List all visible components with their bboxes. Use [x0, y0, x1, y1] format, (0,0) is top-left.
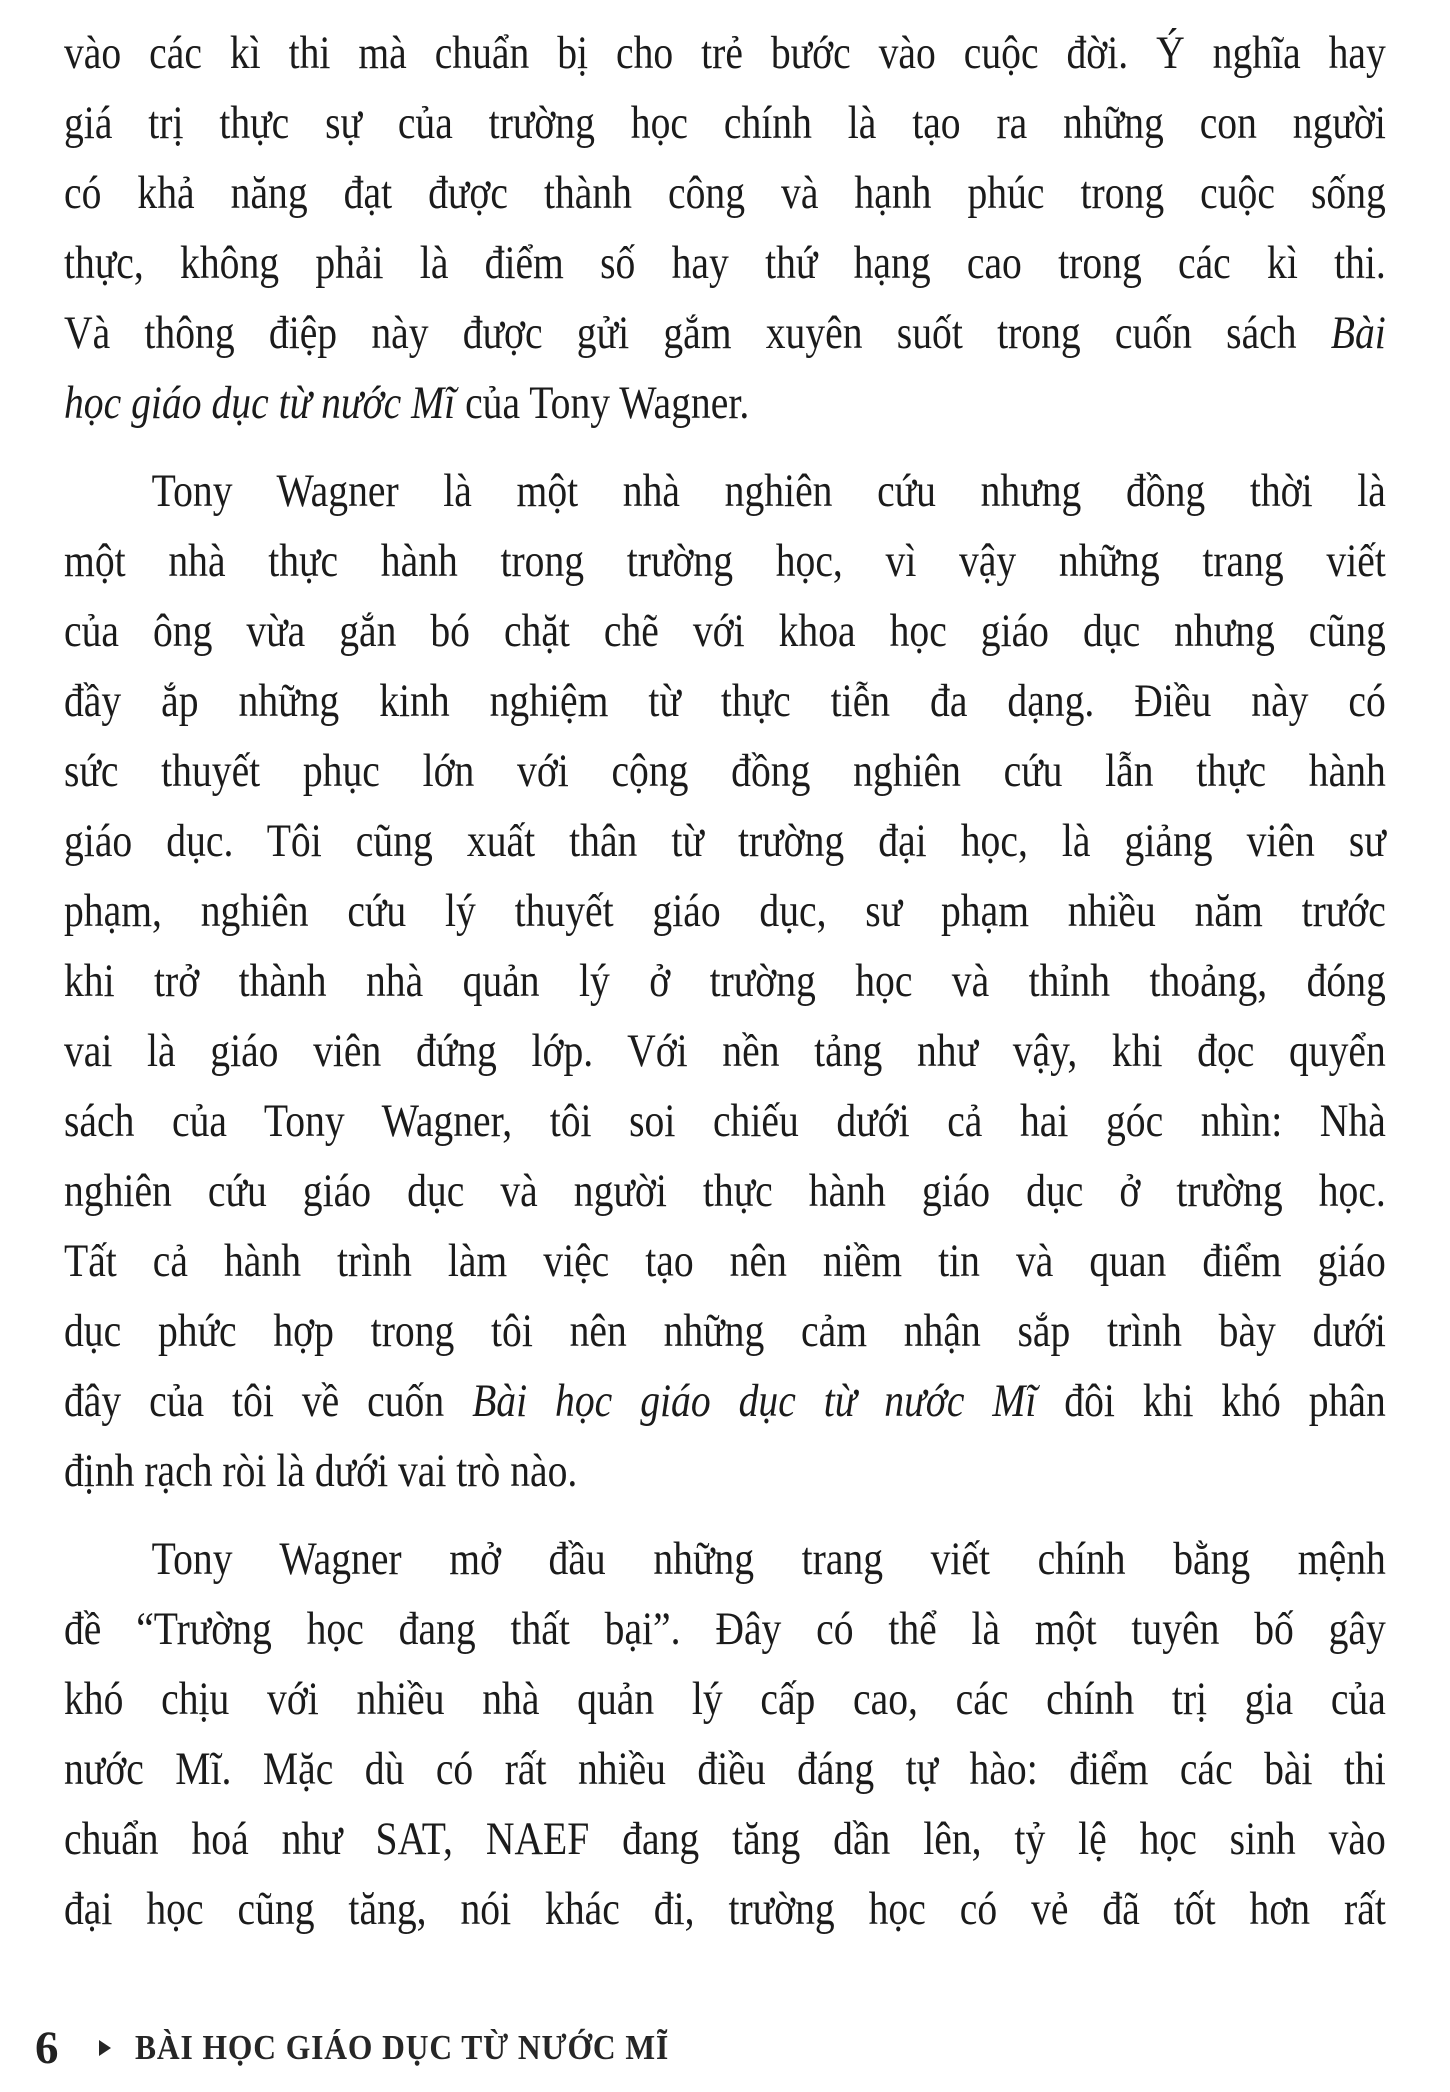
running-title: BÀI HỌC GIÁO DỤC TỪ NƯỚC MĨ	[134, 2028, 669, 2067]
text-segment: Tony Wagner mở đầu những trang viết chính bằng mệnh	[151, 1533, 1386, 1585]
text-line	[64, 368, 1386, 438]
text-segment: của Tony Wagner.	[455, 377, 750, 429]
paragraph	[64, 456, 1386, 1506]
triangle-right-icon	[99, 2040, 111, 2056]
text-segment: giá trị thực sự của trường học chính là tạo ra những con người	[64, 97, 1386, 149]
text-line	[64, 1804, 1386, 1874]
text-segment: đề “Trường học đang thất bại”. Đây có thể là một tuyên bố gây	[64, 1603, 1386, 1655]
text-line	[64, 736, 1386, 806]
text-segment: chuẩn hoá như SAT, NAEF đang tăng dần lên, tỷ lệ học sinh vào	[64, 1813, 1386, 1865]
text-line	[64, 1524, 1386, 1594]
text-line	[64, 1664, 1386, 1734]
text-line	[64, 158, 1386, 228]
text-line	[64, 18, 1386, 88]
text-segment: đại học cũng tăng, nói khác đi, trường học có vẻ đã tốt hơn rất	[64, 1883, 1386, 1935]
text-line	[64, 806, 1386, 876]
text-line	[64, 1156, 1386, 1226]
text-line	[64, 228, 1386, 298]
text-segment: định rạch ròi là dưới vai trò nào.	[64, 1445, 578, 1497]
text-segment: phạm, nghiên cứu lý thuyết giáo dục, sư phạm nhiều năm trước	[64, 885, 1386, 937]
italic-text-segment: Bài học giáo dục từ nước Mĩ	[472, 1375, 1037, 1427]
italic-text-segment: học giáo dục từ nước Mĩ	[64, 377, 456, 429]
text-segment: vào các kì thi mà chuẩn bị cho trẻ bước vào cuộc đời. Ý nghĩa hay	[64, 27, 1386, 79]
page-footer	[35, 2022, 728, 2074]
text-segment: vai là giáo viên đứng lớp. Với nền tảng như vậy, khi đọc quyển	[64, 1025, 1386, 1077]
text-segment: đây của tôi về cuốn	[64, 1375, 473, 1427]
text-segment: giáo dục. Tôi cũng xuất thân từ trường đại học, là giảng viên sư	[64, 815, 1386, 867]
text-line	[64, 666, 1386, 736]
text-line	[64, 1016, 1386, 1086]
text-line	[64, 88, 1386, 158]
text-segment: khi trở thành nhà quản lý ở trường học và thỉnh thoảng, đóng	[64, 955, 1386, 1007]
text-line	[64, 1296, 1386, 1366]
text-line	[64, 1436, 1386, 1506]
text-line	[64, 1594, 1386, 1664]
text-line	[64, 946, 1386, 1016]
text-line	[64, 1366, 1386, 1436]
text-segment: Và thông điệp này được gửi gắm xuyên suốt trong cuốn sách	[64, 307, 1331, 359]
text-segment: Tony Wagner là một nhà nghiên cứu nhưng đồng thời là	[151, 465, 1386, 517]
text-segment: đầy ắp những kinh nghiệm từ thực tiễn đa dạng. Điều này có	[64, 675, 1386, 727]
text-line	[64, 596, 1386, 666]
text-segment: có khả năng đạt được thành công và hạnh phúc trong cuộc sống	[64, 167, 1386, 219]
text-segment: khó chịu với nhiều nhà quản lý cấp cao, các chính trị gia của	[64, 1673, 1386, 1725]
text-line	[64, 876, 1386, 946]
text-line	[64, 1086, 1386, 1156]
body-text	[64, 18, 1386, 1944]
text-line	[64, 1874, 1386, 1944]
text-line	[64, 1226, 1386, 1296]
text-line	[64, 526, 1386, 596]
text-segment: một nhà thực hành trong trường học, vì vậy những trang viết	[64, 535, 1386, 587]
text-segment: của ông vừa gắn bó chặt chẽ với khoa học giáo dục nhưng cũng	[64, 605, 1386, 657]
paragraph	[64, 18, 1386, 438]
text-line	[64, 1734, 1386, 1804]
text-segment: thực, không phải là điểm số hay thứ hạng cao trong các kì thi.	[64, 237, 1386, 289]
text-segment: dục phức hợp trong tôi nên những cảm nhận sắp trình bày dưới	[64, 1305, 1386, 1357]
italic-text-segment: Bài	[1330, 307, 1386, 359]
text-segment: sách của Tony Wagner, tôi soi chiếu dưới cả hai góc nhìn: Nhà	[64, 1095, 1386, 1147]
text-line	[64, 298, 1386, 368]
text-segment: sức thuyết phục lớn với cộng đồng nghiên cứu lẫn thực hành	[64, 745, 1386, 797]
text-line	[64, 456, 1386, 526]
text-segment: đôi khi khó phân	[1036, 1375, 1386, 1427]
text-segment: nước Mĩ. Mặc dù có rất nhiều điều đáng tự hào: điểm các bài thi	[64, 1743, 1386, 1795]
page-number: 6	[35, 2022, 59, 2074]
text-segment: Tất cả hành trình làm việc tạo nên niềm tin và quan điểm giáo	[64, 1235, 1386, 1287]
paragraph	[64, 1524, 1386, 1944]
text-segment: nghiên cứu giáo dục và người thực hành giáo dục ở trường học.	[64, 1165, 1386, 1217]
